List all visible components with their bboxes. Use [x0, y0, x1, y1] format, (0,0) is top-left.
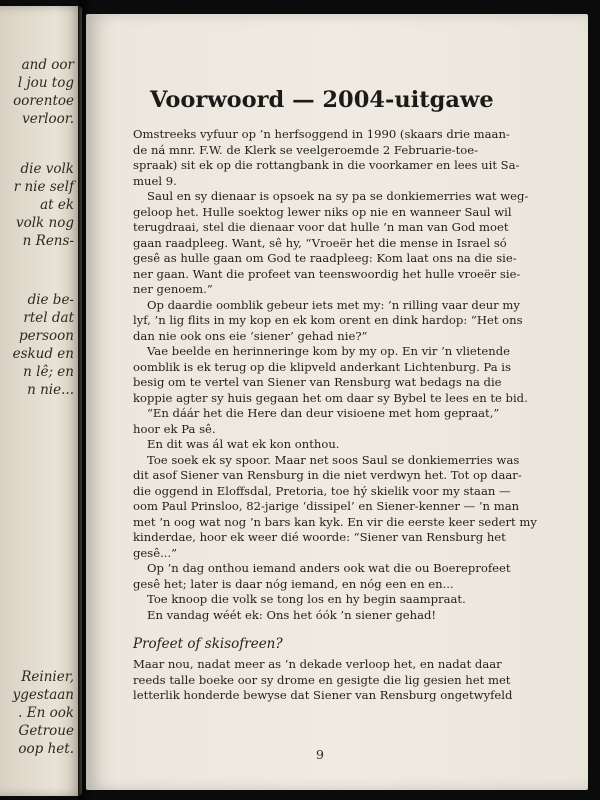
text-line: dit asof Siener van Rensburg in die niet verdwyn het. Tot op daar-: [133, 468, 522, 482]
left-page-fragment-1: [13, 56, 74, 128]
left-page-line: Getroue: [18, 723, 74, 739]
text-line: gesê...”: [133, 545, 178, 560]
text-line: dan nie ook ons eie ‘siener’ gehad nie?”: [133, 328, 368, 343]
left-page-line: n lê; en: [23, 364, 74, 380]
text-line: Op daardie oomblik gebeur iets met my: ’n rilling vaar deur my: [147, 297, 520, 312]
left-page-line: at ek: [40, 197, 74, 213]
text-line: Toe knoop die volk se tong los en hy begin saampraat.: [147, 592, 466, 606]
left-page-line: oorentoe: [13, 93, 74, 109]
text-line: gaan raadpleeg. Want, sê hy, “Vroeër het die mense in Israel só: [133, 235, 507, 250]
text-line: muel 9.: [133, 173, 177, 188]
text-line: hoor ek Pa sê.: [133, 421, 216, 436]
body-text: [133, 127, 537, 623]
left-page-line: Reinier,: [21, 669, 74, 685]
text-line: Maar nou, nadat meer as ’n dekade verloop het, en nadat daar: [133, 657, 502, 671]
left-page-line: l jou tog: [17, 75, 74, 91]
section-text: [133, 657, 513, 704]
text-line: Saul en sy dienaar is opsoek na sy pa se donkiemerries wat weg-: [147, 189, 529, 203]
left-page-line: . En ook: [18, 705, 74, 721]
page-title: Voorwoord — 2004-uitgawe: [150, 87, 494, 113]
text-line: spraak) sit ek op die rottangbank in die voorkamer en lees uit Sa-: [133, 158, 520, 172]
text-line: kinderdae, hoor ek weer dié woorde: “Siener van Rensburg het: [133, 530, 506, 544]
text-line: met ’n oog wat nog ’n bars kan kyk. En vir die eerste keer sedert my: [133, 514, 537, 529]
text-line: reeds talle boeke oor sy drome en gesigte die lig gesien het met: [133, 672, 511, 687]
text-line: ner gaan. Want die profeet van teenswoordig het hulle vroeër sie-: [133, 266, 521, 281]
left-page-line: verloor.: [22, 111, 74, 127]
text-line: ner genoem.”: [133, 282, 213, 296]
left-page-line: volk nog: [15, 215, 74, 231]
text-line: geloop het. Hulle soektog lewer niks op nie en wanneer Saul wil: [133, 204, 512, 219]
left-page-fragment-3: [13, 291, 74, 399]
text-line: Op ’n dag onthou iemand anders ook wat die ou Boereprofeet: [147, 561, 511, 575]
left-page-line: ygestaan: [12, 687, 74, 703]
text-line: gesê as hulle gaan om God te raadpleeg: Kom laat ons na die sie-: [133, 251, 517, 265]
text-line: besig om te vertel van Siener van Rensburg wat bedags na die: [133, 375, 502, 389]
text-line: die oggend in Eloffsdal, Pretoria, toe hý skielik voor my staan —: [133, 483, 511, 498]
left-page-line: n nie...: [27, 382, 74, 398]
left-page-line: and oor: [21, 57, 74, 73]
text-line: letterlik honderde bewyse dat Siener van Rensburg ongetwyfeld: [133, 688, 513, 702]
text-line: Vae beelde en herinneringe kom by my op. En vir ’n vlietende: [147, 344, 511, 358]
left-page-line: oop het.: [18, 741, 74, 757]
text-line: oom Paul Prinsloo, 82-jarige ‘dissipel’ en Siener-kenner — ’n man: [133, 499, 520, 513]
text-line: de ná mnr. F.W. de Klerk se veelgeroemde 2 Februarie-toe-: [133, 142, 478, 157]
text-line: En dit was ál wat ek kon onthou.: [147, 437, 340, 451]
text-line: oomblik is ek terug op die klipveld anderkant Lichtenburg. Pa is: [133, 359, 511, 374]
text-line: terugdraai, stel die dienaar voor dat hulle ’n man van God moet: [133, 220, 509, 234]
section-heading: Profeet of skisofreen?: [133, 636, 283, 652]
left-page-line: die volk: [20, 161, 74, 177]
left-page-fragment-2: [14, 160, 74, 250]
text-line: koppie agter sy huis gegaan het om daar sy Bybel te lees en te bid.: [133, 390, 528, 405]
left-page-line: persoon: [19, 328, 74, 344]
text-line: “En dáár het die Here dan deur visioene met hom gepraat,”: [147, 406, 500, 420]
left-page-line: r nie self: [13, 179, 74, 195]
left-page-line: eskud en: [12, 346, 74, 362]
section-gap: [133, 623, 481, 635]
left-page-line: n Rens-: [22, 233, 74, 249]
text-line: Omstreeks vyfuur op ’n herfsoggend in 1990 (skaars drie maan-: [133, 127, 510, 141]
page-number: 9: [316, 747, 324, 762]
page-body: [133, 127, 537, 704]
left-page: [0, 6, 82, 796]
text-line: lyf, ’n lig flits in my kop en ek kom orent en dink hardop: “Het ons: [133, 313, 523, 327]
left-page-line: rtel dat: [23, 310, 74, 326]
left-page-line: die be-: [27, 292, 74, 308]
left-page-fragment-4: [13, 668, 74, 758]
text-line: Toe soek ek sy spoor. Maar net soos Saul se donkiemerries was: [147, 452, 520, 467]
text-line: gesê het; later is daar nóg iemand, en nóg een en en...: [133, 576, 454, 591]
text-line: En vandag wéét ek: Ons het óók ’n siener gehad!: [147, 607, 437, 622]
